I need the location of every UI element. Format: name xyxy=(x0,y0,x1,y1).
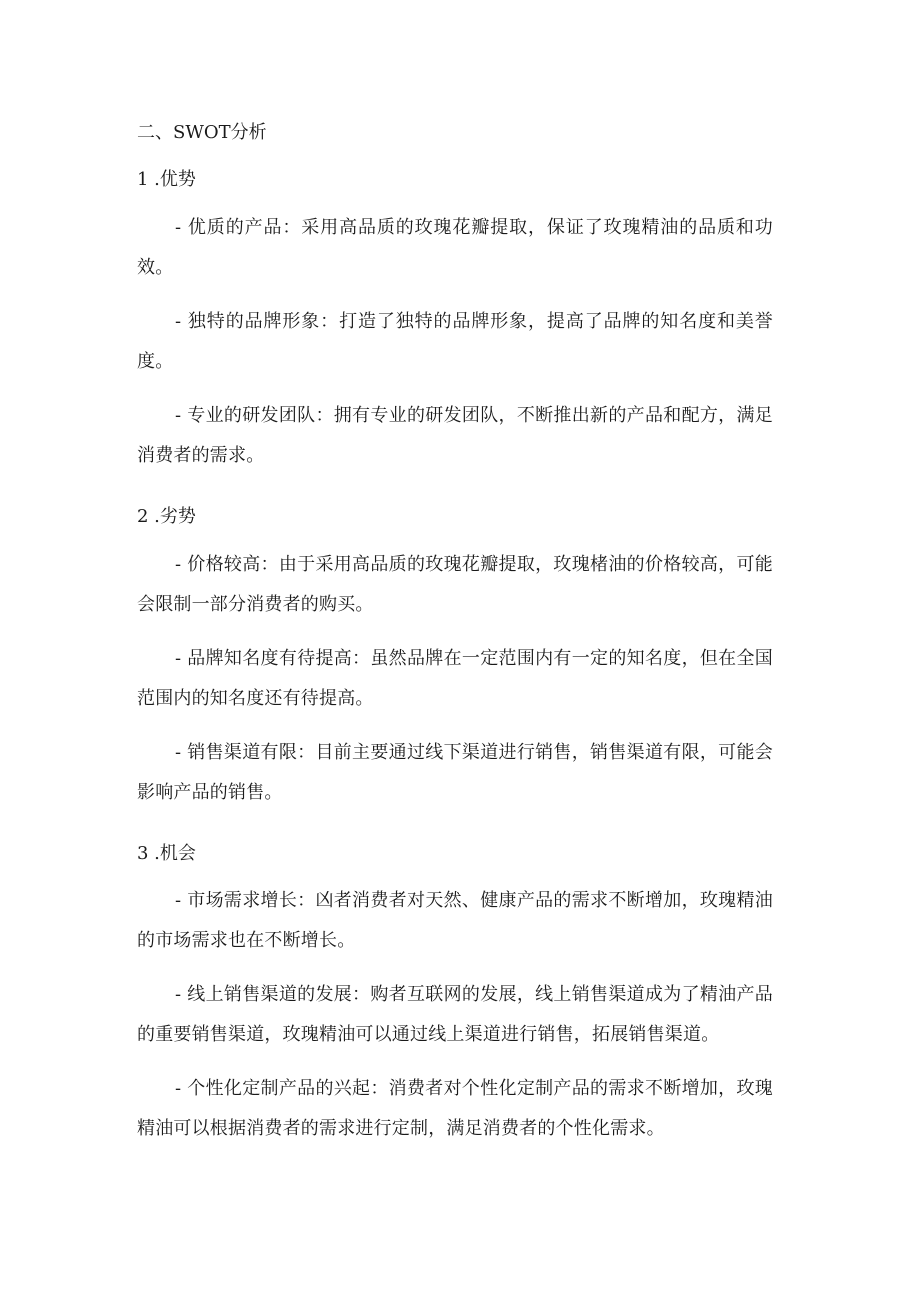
opportunity-item-online-channels: - 线上销售渠道的发展：购者互联网的发展，线上销售渠道成为了精油产品的重要销售渠道，玫瑰精油可以通过线上渠道进行销售，拓展销售渠道。 xyxy=(137,984,773,1045)
heading-strengths: 1 .优势 xyxy=(137,169,196,190)
strength-item-quality-product: - 优质的产品：采用高品质的玫瑰花瓣提取，保证了玫瑰精油的品质和功效。 xyxy=(137,217,773,278)
weakness-item-limited-channels: - 销售渠道有限：目前主要通过线下渠道进行销售，销售渠道有限，可能会影响产品的销售。 xyxy=(137,742,773,803)
opportunity-item-customization: - 个性化定制产品的兴起：消费者对个性化定制产品的需求不断增加，玫瑰精油可以根据消费者的需求进行定制，满足消费者的个性化需求。 xyxy=(137,1078,773,1139)
opportunity-item-market-demand: - 市场需求增长：凶者消费者对天然、健康产品的需求不断增加，玫瑰精油的市场需求也在不断增长。 xyxy=(137,890,773,951)
strength-item-brand-image: - 独特的品牌形象：打造了独特的品牌形象，提高了品牌的知名度和美誉度。 xyxy=(137,311,773,372)
heading-weaknesses: 2 .劣势 xyxy=(137,506,196,527)
weakness-item-brand-awareness: - 品牌知名度有待提高：虽然品牌在一定范围内有一定的知名度，但在全国范围内的知名度还有待提高。 xyxy=(137,648,773,709)
weakness-item-high-price: - 价格较高：由于采用高品质的玫瑰花瓣提取，玫瑰楮油的价格较高，可能会限制一部分消费者的购买。 xyxy=(137,554,773,615)
heading-opportunities: 3 .机会 xyxy=(137,843,196,864)
strength-item-rd-team: - 专业的研发团队：拥有专业的研发团队，不断推出新的产品和配方，满足消费者的需求。 xyxy=(137,405,773,466)
section-title: 二、SWOT分析 xyxy=(137,122,267,143)
